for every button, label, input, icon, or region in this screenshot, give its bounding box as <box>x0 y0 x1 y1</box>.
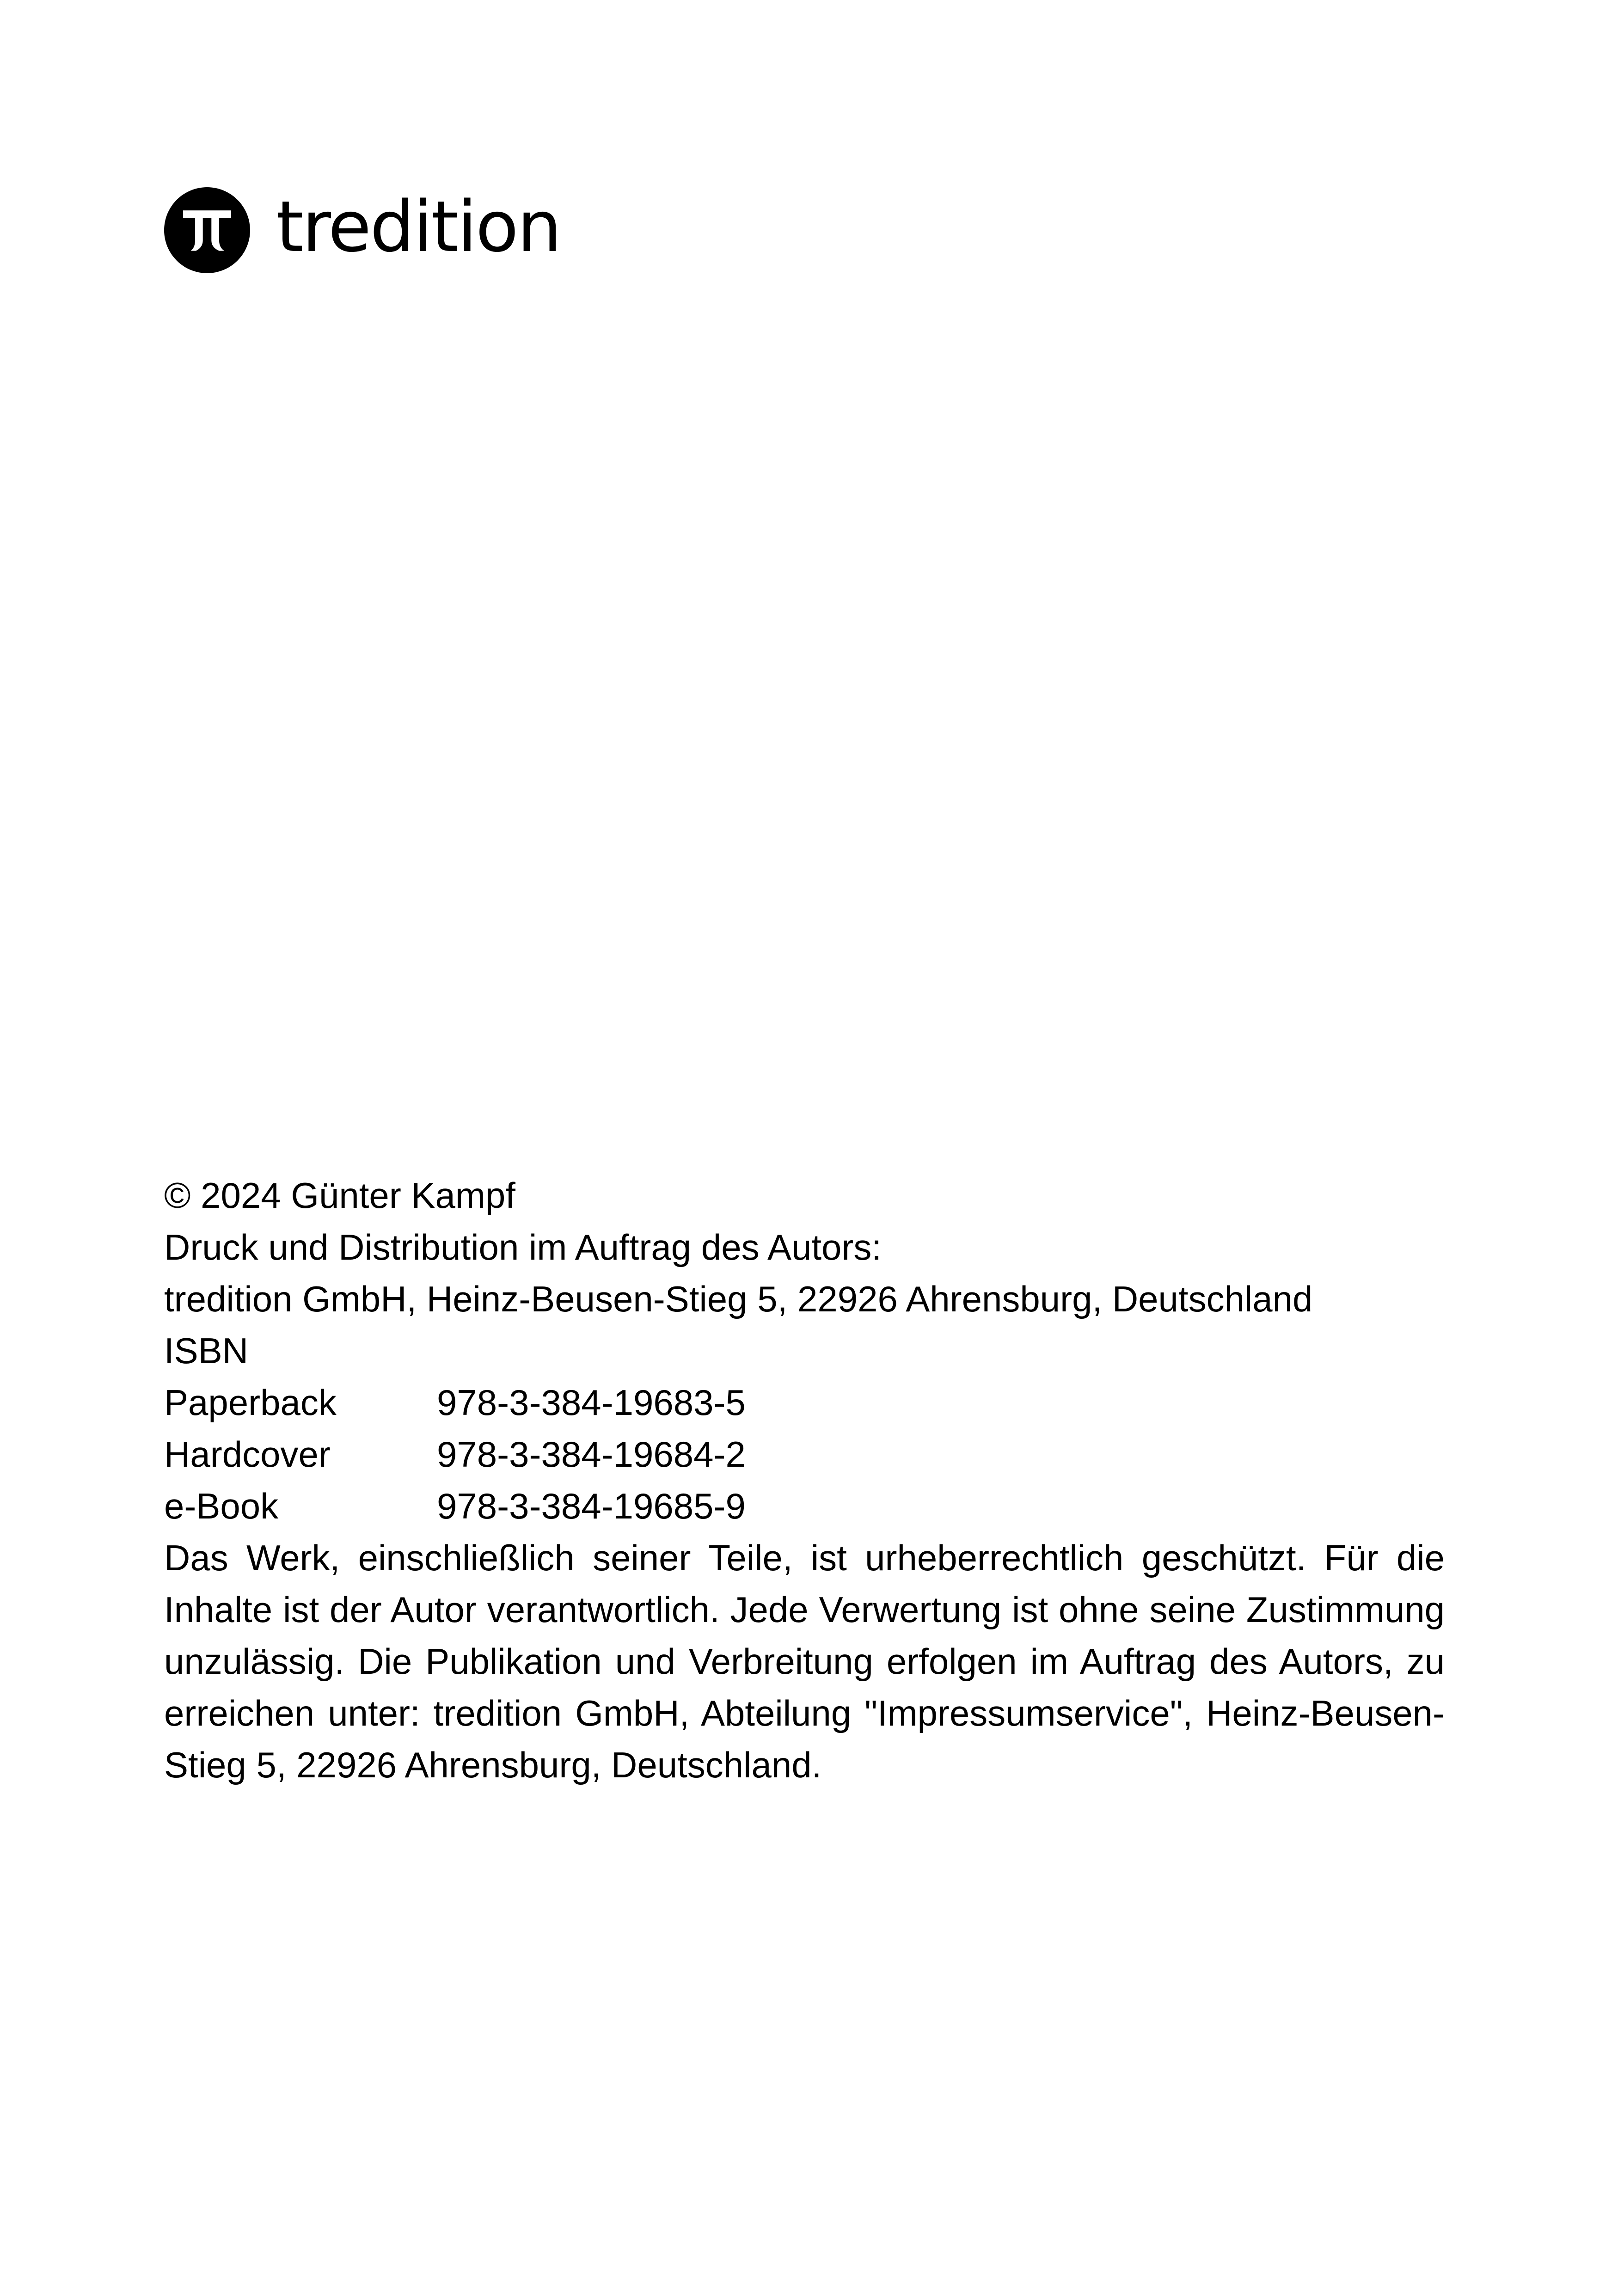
isbn-row-ebook <box>164 1480 1445 1532</box>
isbn-row-paperback <box>164 1377 1445 1428</box>
isbn-label: e-Book <box>164 1486 279 1526</box>
imprint-block <box>164 1169 1445 1791</box>
tredition-logo-icon <box>164 187 250 273</box>
isbn-value: 978-3-384-19685-9 <box>437 1486 746 1526</box>
distribution-line-1: Druck und Distribution im Auftrag des Autors: <box>164 1227 882 1267</box>
publisher-logo <box>164 187 560 273</box>
copyright-line: © 2024 Günter Kampf <box>164 1175 515 1216</box>
distribution-line-2: tredition GmbH, Heinz-Beusen-Stieg 5, 22926 Ahrensburg, Deutschland <box>164 1279 1313 1319</box>
isbn-row-hardcover <box>164 1428 1445 1480</box>
isbn-label: Paperback <box>164 1382 337 1423</box>
copyright-notice: Das Werk, einschließlich seiner Teile, ist urheberrechtlich geschützt. Für die Inhalte ist der Autor verantwortlich. Jede Verwertung ist ohne seine Zustimmung unzulässig. Die Publikation und Verbreitung erfolgen im Auftrag des Autors, zu erreichen unter: tredition GmbH, Abteilung "Impressumservice", Heinz-Beusen-Stieg 5, 22926 Ahrensburg, Deutschland. <box>164 1537 1445 1785</box>
isbn-value: 978-3-384-19684-2 <box>437 1434 746 1475</box>
publisher-wordmark: tredition <box>276 186 561 268</box>
isbn-heading: ISBN <box>164 1330 249 1371</box>
isbn-value: 978-3-384-19683-5 <box>437 1382 746 1423</box>
isbn-label: Hardcover <box>164 1434 331 1475</box>
